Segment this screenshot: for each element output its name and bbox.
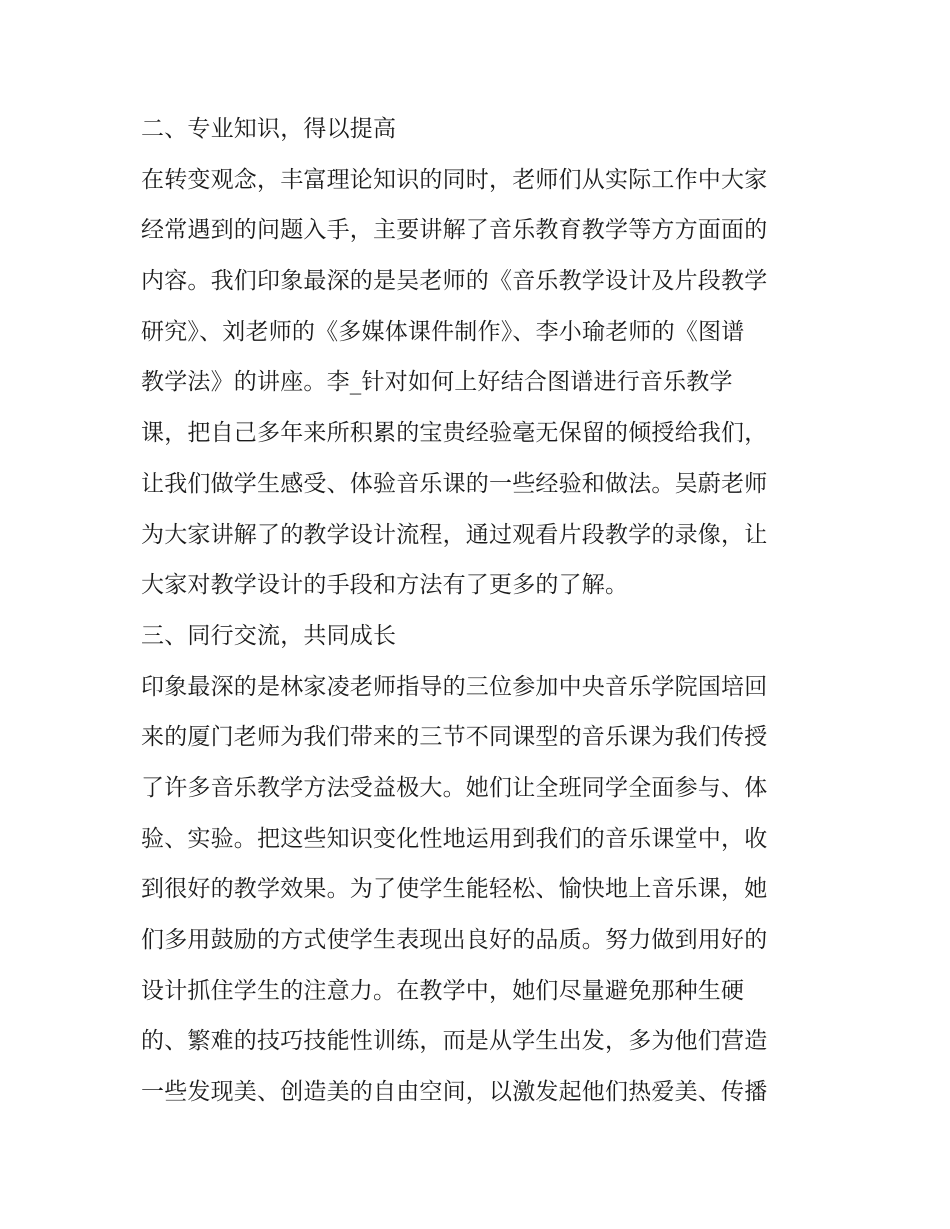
paragraph-line: 验、实验。把这些知识变化性地运用到我们的音乐课堂中，收 bbox=[141, 825, 768, 852]
paragraph-line: 内容。我们印象最深的是吴老师的《音乐教学设计及片段教学 bbox=[141, 268, 768, 295]
paragraph-line: 印象最深的是林家凌老师指导的三位参加中央音乐学院国培回 bbox=[141, 673, 768, 700]
document-body bbox=[141, 104, 821, 1118]
section-heading-3: 三、同行交流，共同成长 bbox=[141, 622, 397, 649]
paragraph-line: 大家对教学设计的手段和方法有了更多的了解。 bbox=[141, 572, 629, 599]
section-heading-2: 二、专业知识，得以提高 bbox=[141, 116, 397, 142]
paragraph-line: 经常遇到的问题入手，主要讲解了音乐教育教学等方方面面的 bbox=[141, 217, 768, 244]
paragraph-line: 来的厦门老师为我们带来的三节不同课型的音乐课为我们传授 bbox=[141, 724, 768, 751]
paragraph-line: 研究》、刘老师的《多媒体课件制作》、李小瑜老师的《图谱 bbox=[141, 318, 745, 345]
paragraph-line: 教学法》的讲座。李_针对如何上好结合图谱进行音乐教学 bbox=[141, 369, 733, 396]
paragraph-line: 们多用鼓励的方式使学生表现出良好的品质。努力做到用好的 bbox=[141, 927, 768, 953]
paragraph-line: 到很好的教学效果。为了使学生能轻松、愉快地上音乐课，她 bbox=[141, 876, 768, 903]
paragraph-line: 设计抓住学生的注意力。在教学中，她们尽量避免那种生硬 bbox=[141, 977, 745, 1004]
paragraph-line: 在转变观念，丰富理论知识的同时，老师们从实际工作中大家 bbox=[141, 166, 768, 193]
paragraph-line: 一些发现美、创造美的自由空间，以激发起他们热爱美、传播 bbox=[141, 1079, 768, 1106]
paragraph-line: 为大家讲解了的教学设计流程，通过观看片段教学的录像，让 bbox=[141, 521, 768, 548]
paragraph-line: 让我们做学生感受、体验音乐课的一些经验和做法。吴蔚老师 bbox=[141, 470, 768, 497]
paragraph-line: 课，把自己多年来所积累的宝贵经验毫无保留的倾授给我们， bbox=[141, 420, 768, 447]
paragraph-line: 的、繁难的技巧技能性训练，而是从学生出发，多为他们营造 bbox=[141, 1028, 768, 1055]
paragraph-line: 了许多音乐教学方法受益极大。她们让全班同学全面参与、体 bbox=[141, 774, 768, 801]
